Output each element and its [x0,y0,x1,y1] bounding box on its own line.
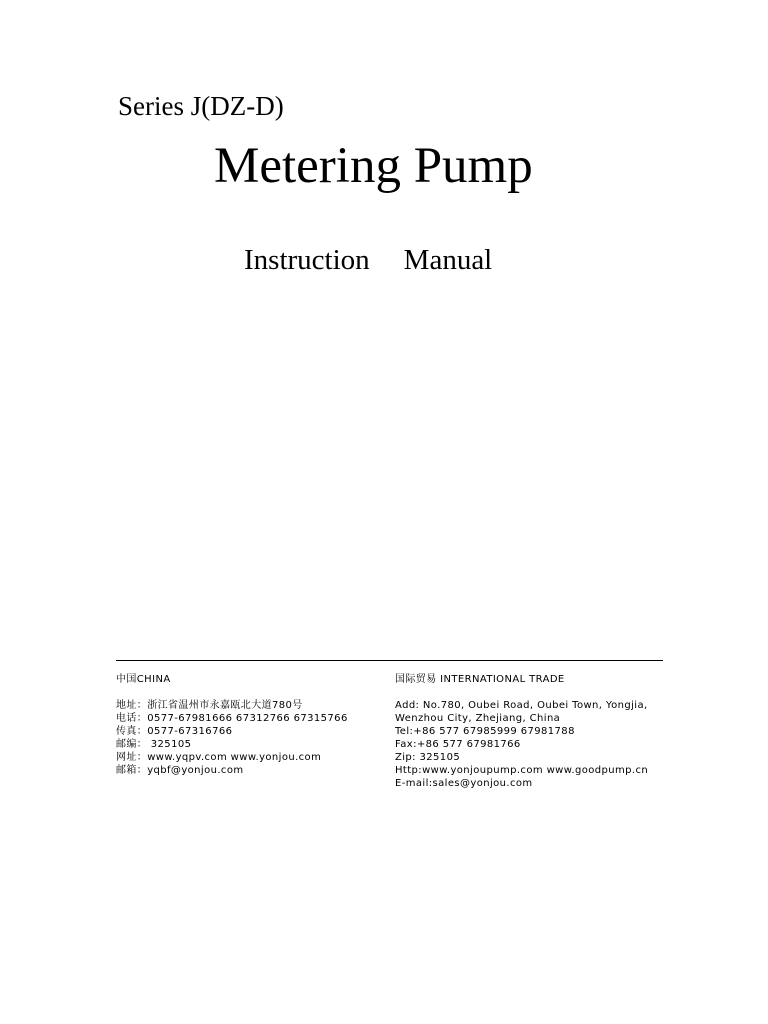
series-label: Series J(DZ-D) [118,91,284,121]
international-email: E-mail:sales@yonjou.com [395,778,533,789]
international-website: Http:www.yonjoupump.com www.goodpump.cn [395,765,649,776]
international-tel: Tel:+86 577 67985999 67981788 [395,726,575,737]
subtitle-instruction: Instruction [244,244,370,276]
footer-divider [116,660,663,661]
china-address: 地址：浙江省温州市永嘉瓯北大道780号 [116,700,303,711]
china-phone: 电话：0577-67981666 67312766 67315766 [116,713,348,724]
document-title: Metering Pump [214,138,533,194]
china-heading: 中国CHINA [116,674,171,685]
china-contact-block [116,673,386,777]
international-fax: Fax:+86 577 67981766 [395,739,521,750]
international-address-line-2: Wenzhou City, Zhejiang, China [395,713,561,724]
international-heading: 国际贸易 INTERNATIONAL TRADE [395,674,565,685]
international-address-line-1: Add: No.780, Oubei Road, Oubei Town, Yongjia, [395,700,648,711]
china-email: 邮箱：yqbf@yonjou.com [116,765,244,776]
international-contact-block [395,673,665,790]
subtitle-manual: Manual [403,244,493,276]
document-subtitle [244,241,492,279]
china-website: 网址：www.yqpv.com www.yonjou.com [116,752,322,763]
china-fax: 传真：0577-67316766 [116,726,233,737]
china-postcode: 邮编： 325105 [116,739,192,750]
international-zip: Zip: 325105 [395,752,461,763]
